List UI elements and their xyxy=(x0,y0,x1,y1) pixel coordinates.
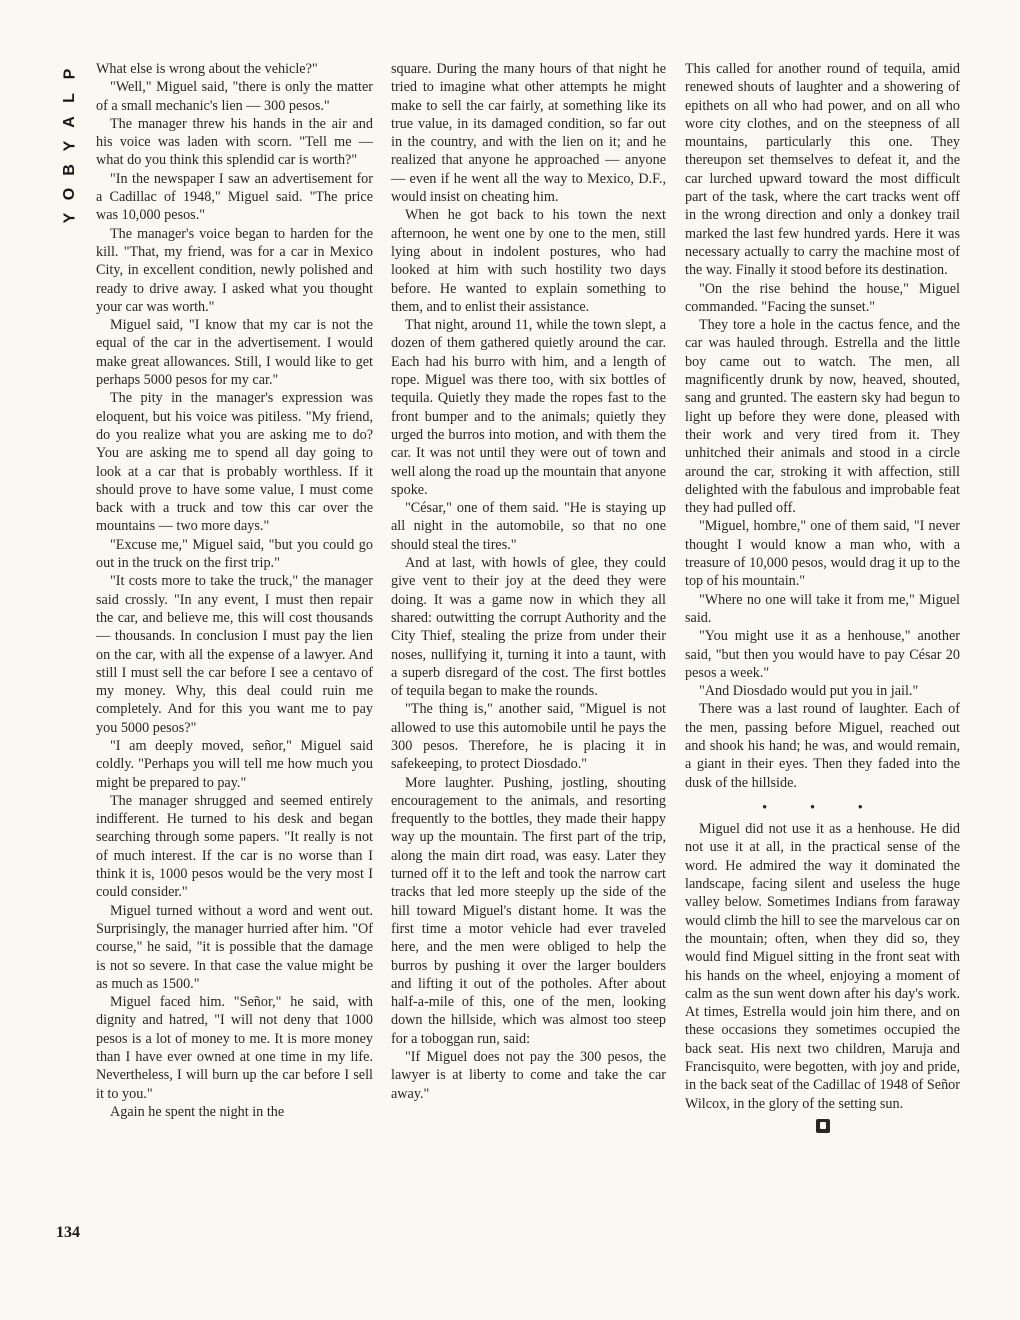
body-paragraph: The manager threw his hands in the air and his voice was laden with scorn. "Tell me — what do you think this splendid car is worth?" xyxy=(96,115,373,169)
body-paragraph: Again he spent the night in the xyxy=(110,1103,285,1120)
body-paragraph: More laughter. Pushing, jostling, shouting encouragement to the animals, and resorting frequently to the bottles, they made their happy way up the mountain. The first part of the trip, along the main dirt road, was easy. Later they turned off it to the left and took the narrow cart tracks that led more steeply up the side of the hill toward Miguel's distant home. It was the first time a motor vehicle had ever traveled here, and the men were obliged to help the burros by pushing it over the larger boulders and lifting it out of the potholes. After about half-a-mile of this, one of the men, looking down the hillside, which was almost too steep for a toboggan run, said: xyxy=(391,774,666,1047)
body-paragraph: The manager shrugged and seemed entirely indifferent. He turned to his desk and began searching through some papers. "It really is not of much interest. If the car is no worse than I think it is, 1000 pesos would be the very most I could consider." xyxy=(96,792,373,901)
magazine-name-vertical xyxy=(55,62,85,230)
page-number: 134 xyxy=(56,1224,80,1241)
magazine-name-letter: L xyxy=(61,93,78,103)
body-paragraph: "On the rise behind the house," Miguel commanded. "Facing the sunset." xyxy=(685,280,960,315)
body-paragraph: "If Miguel does not pay the 300 pesos, the lawyer is at liberty to come and take the car away." xyxy=(391,1049,666,1102)
magazine-name-letter: O xyxy=(60,187,78,201)
body-paragraph: When he got back to his town the next afternoon, he went one by one to the men, still lying about in indolent postures, who had looked at him with such hostility two days before. He wanted to explain something to them, and to enlist their assistance. xyxy=(391,207,666,315)
magazine-name-letter: Y xyxy=(60,212,78,224)
body-paragraph: "Miguel, hombre," one of them said, "I never thought I would know a man who, with a treasure of 10,000 pesos, would drag it up to the top of his mountain." xyxy=(685,518,960,590)
body-paragraph: "You might use it as a henhouse," another said, "but then you would have to pay César 20 pesos a week." xyxy=(685,628,960,681)
body-paragraph: "I am deeply moved, señor," Miguel said coldly. "Perhaps you will tell me how much you might be prepared to pay." xyxy=(96,737,373,791)
section-break: • • • xyxy=(762,798,883,814)
body-paragraph: "Where no one will take it from me," Miguel said. xyxy=(685,591,960,626)
body-paragraph: Miguel said, "I know that my car is not the equal of the car in the advertisement. I would make great allowances. Still, I would like to get perhaps 5000 pesos for my car." xyxy=(96,317,373,389)
end-of-story-icon xyxy=(816,1119,830,1133)
body-paragraph: The manager's voice began to harden for the kill. "That, my friend, was for a car in Mexico City, in excellent condition, newly polished and ready to drive away. I asked what you thought your car was worth." xyxy=(96,225,373,315)
body-paragraph: "And Diosdado would put you in jail." xyxy=(699,683,919,700)
body-paragraph: "The thing is," another said, "Miguel is not allowed to use this automobile until he pays the 300 pesos. Therefore, he is placing it in safekeeping, to protect Diosdado." xyxy=(391,701,666,773)
body-paragraph: square. During the many hours of that night he tried to imagine what other attempts he might make to sell the car fairly, at something like its true value, in its damaged condition, so far out in the country, and with the lien on it; and he realized that anyone he approached — anyone — even if he went all the way to Mexico, D.F., would insist on cheating him. xyxy=(391,61,666,206)
body-paragraph: They tore a hole in the cactus fence, and the car was hauled through. Estrella and the little boy came out to watch. The men, all magnificently drunk by now, heaved, shouted, sang and grunted. The eastern sky had begun to light up before they were done, pleased with their work and very tired from it. They unhitched their animals and stood in a circle around the car, stroking it with affection, still delighted with the fabulous and improbable feat they had pulled off. xyxy=(685,317,960,517)
body-paragraph: The pity in the manager's expression was eloquent, but his voice was pitiless. "My friend, do you realize what you are asking me to do? You are asking me to spend all day going to look at a car that is probably worthless. If it should prove to have some value, I must come back with a truck and tow this car over the mountains — two more days." xyxy=(96,390,373,535)
body-paragraph: "Excuse me," Miguel said, "but you could go out in the truck on the first trip." xyxy=(96,536,373,572)
body-paragraph: That night, around 11, while the town slept, a dozen of them gathered quietly around the car. Each had his burro with him, and a length of rope. Miguel was there too, with six bottles of tequila. Quietly they made the ropes fast to the front bumper and to the animals; quietly they urged the burros into motion, and with them the car. It was not until they were out of town and well along the road up the mountain that anyone spoke. xyxy=(391,317,666,498)
text-column-3 xyxy=(685,60,960,1133)
body-paragraph: "Well," Miguel said, "there is only the matter of a small mechanic's lien — 300 pesos." xyxy=(96,79,373,114)
magazine-name-letter: B xyxy=(61,164,78,176)
body-paragraph: "In the newspaper I saw an advertisement for a Cadillac of 1948," Miguel said. "The price was 10,000 pesos." xyxy=(96,170,373,224)
body-paragraph: What else is wrong about the vehicle?" xyxy=(96,61,318,77)
body-paragraph: Miguel turned without a word and went out. Surprisingly, the manager hurried after him. "Of course," he said, "it is possible that the damage is not so severe. In that case the value might be as much as 1500." xyxy=(96,902,373,992)
magazine-name-letter: Y xyxy=(60,140,78,152)
text-column-2 xyxy=(391,60,666,1103)
body-paragraph: "It costs more to take the truck," the manager said crossly. "In any event, I must then repair the car, and believe me, this will cost thousands — thousands. In conclusion I must pay the lien on the car, with all the expense of a lawyer. And still I must sell the car before I see a centavo of my money. Why, this deal could ruin me completely. And for this you want me to pay you 5000 pesos?" xyxy=(96,573,373,736)
magazine-name-letter: A xyxy=(61,116,78,128)
body-paragraph: Miguel did not use it as a henhouse. He did not use it at all, in the practical sense of the word. He admired the way it dominated the landscape, facing silent and useless the huge valley below. Sometimes Indians from faraway would climb the hill to see the marvelous car on the mountain; often, when they did so, they would find Miguel sitting in the front seat with his hands on the wheel, enjoying a moment of calm as the sun went down after his day's work. At times, Estrella would join him there, and on these occasions they sometimes occupied the back seat. His next two children, Maruja and Francisquito, were begotten, with joy and pride, in the back seat of the Cadillac of 1948 of Señor Wilcox, in the glory of the setting sun. xyxy=(685,821,960,1112)
magazine-name-letter: P xyxy=(60,68,78,80)
body-paragraph: Miguel faced him. "Señor," he said, with dignity and hatred, "I will not deny that 1000 pesos is a lot of money to me. It is more money than I have ever owned at one time in my life. Nevertheless, I will burn up the car before I sell it to you." xyxy=(96,994,373,1102)
body-paragraph: There was a last round of laughter. Each of the men, passing before Miguel, reached out and shook his hand; he was, and would remain, a giant in their eyes. Then they faded into the dusk of the hillside. xyxy=(685,701,960,791)
body-paragraph: "César," one of them said. "He is staying up all night in the automobile, so that no one should steal the tires." xyxy=(391,500,666,553)
body-paragraph: This called for another round of tequila, amid renewed shouts of laughter and a showering of epithets on all who had power, and on all who wore city clothes, and on the steepness of all mountains, particularly this one. They thereupon set themselves to defeat it, and the car lurched upward toward the most difficult part of the task, where the cart tracks went off in the wrong direction and only a donkey trail marked the last few hundred yards. Here it was necessary actually to carry the machine most of the way. Finally it stood before its destination. xyxy=(685,61,960,279)
text-column-1 xyxy=(96,60,373,1121)
body-paragraph: And at last, with howls of glee, they could give vent to their joy at the deed they were doing. It was a game now in which they all shared: outwitting the corrupt Authority and the City Thief, stealing the prize from under their noses, nullifying it, turning it into a taunt, with a superb disregard of the cost. The first bottles of tequila began to make the rounds. xyxy=(391,555,666,700)
